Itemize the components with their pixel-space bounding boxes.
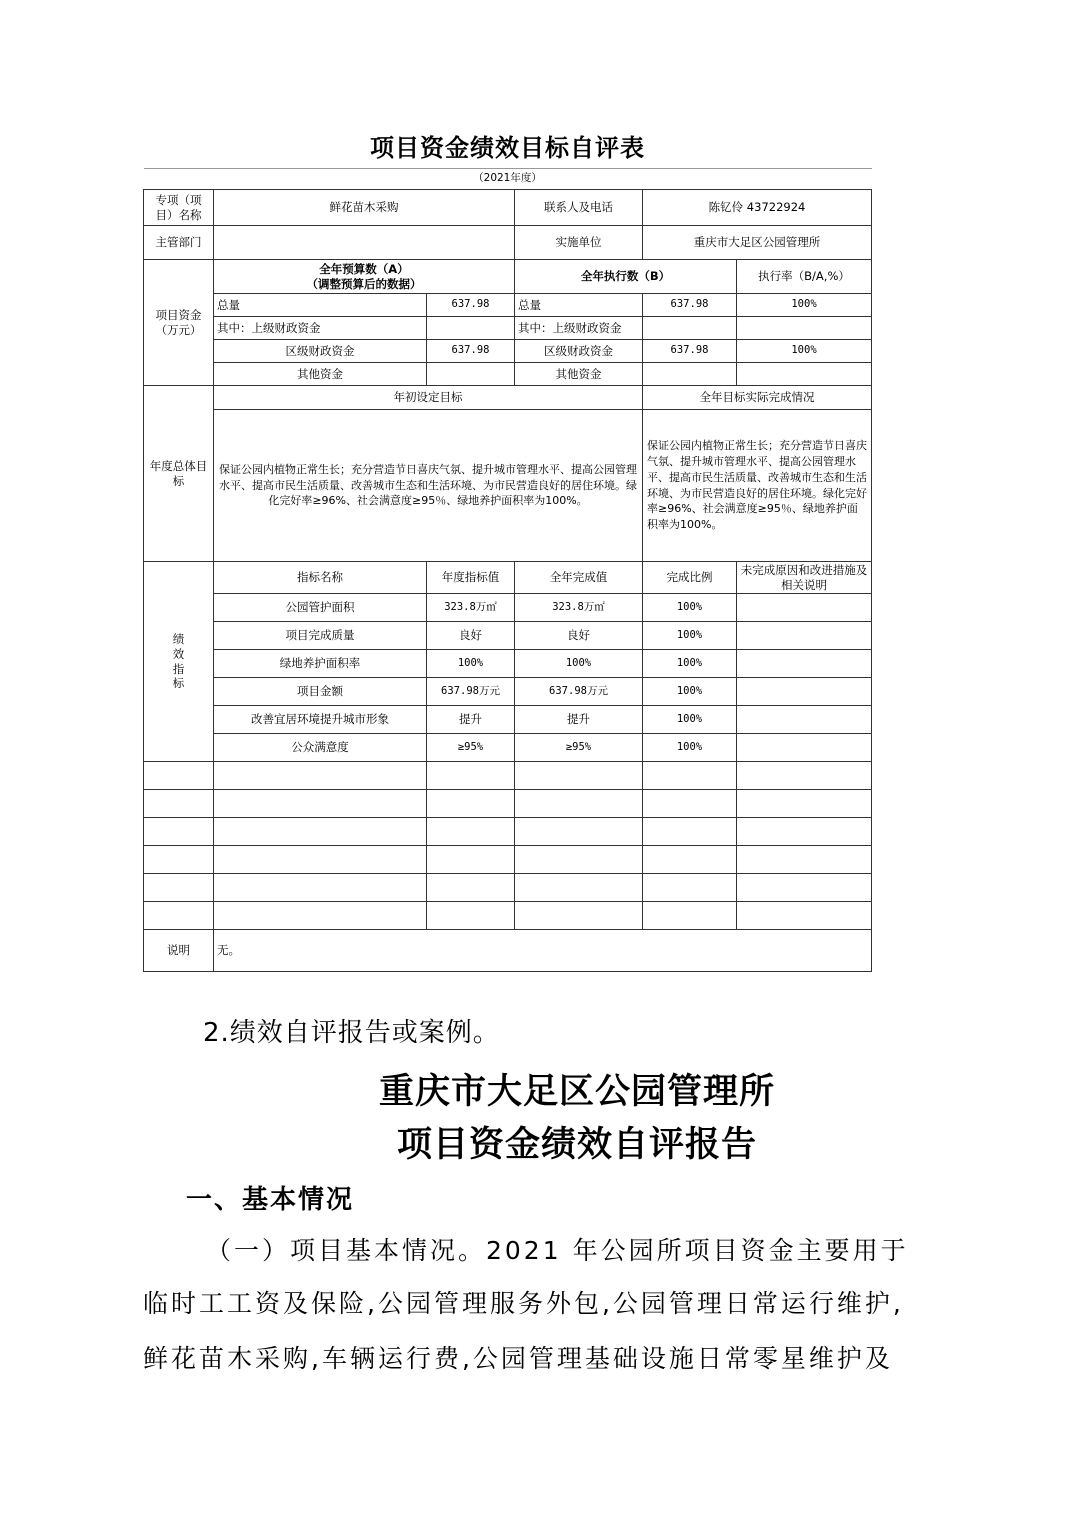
indicator-header: 年度指标值 xyxy=(427,562,515,594)
indicator-target: 637.98万元 xyxy=(427,678,515,706)
indicator-name: 公众满意度 xyxy=(214,734,427,762)
contact-value: 陈钇伶 43722924 xyxy=(643,190,872,226)
paragraph-line: （一）项目基本情况。2021 年公园所项目资金主要用于 xyxy=(206,1236,909,1265)
impl-unit-value: 重庆市大足区公园管理所 xyxy=(643,226,872,260)
note-label: 说明 xyxy=(144,930,214,972)
indicator-ratio: 100% xyxy=(643,594,737,622)
empty-row xyxy=(144,902,872,930)
indicator-actual: 100% xyxy=(515,650,643,678)
fund-row-label-a: 总量 xyxy=(214,294,427,317)
dept-label: 主管部门 xyxy=(144,226,214,260)
rate-header: 执行率（B/A,%） xyxy=(737,260,872,294)
indicator-note xyxy=(737,678,872,706)
empty-row xyxy=(144,762,872,790)
fund-row-a xyxy=(427,317,515,340)
indicator-note xyxy=(737,594,872,622)
fund-row-label-a: 其他资金 xyxy=(214,363,427,386)
fund-row-a xyxy=(427,363,515,386)
evaluation-form xyxy=(143,128,871,972)
indicator-ratio: 100% xyxy=(643,706,737,734)
actual-goal-text: 保证公园内植物正常生长；充分营造节日喜庆气氛、提升城市管理水平、提高公园管理水平、提高市民生活质量、改善城市生态和生活环境、为市民营造良好的居住环境。绿化完好率≥96%、社会满意度≥95％、绿地养护面积率为100%。 xyxy=(643,410,872,562)
budget-header-line1: 全年预算数（A） xyxy=(319,262,409,277)
fund-row-label-b: 其他资金 xyxy=(515,363,643,386)
note-value: 无。 xyxy=(214,930,872,972)
project-name-label: 专项（项目）名称 xyxy=(144,190,214,226)
indicator-name: 绿地养护面积率 xyxy=(214,650,427,678)
project-name-value: 鲜花苗木采购 xyxy=(214,190,515,226)
section-heading: 2.绩效自评报告或案例。 xyxy=(203,1018,500,1048)
fund-row-rate xyxy=(737,363,872,386)
indicator-header: 完成比例 xyxy=(643,562,737,594)
indicator-actual: 提升 xyxy=(515,706,643,734)
indicator-name: 项目金额 xyxy=(214,678,427,706)
report-title-line1: 重庆市大足区公园管理所 xyxy=(378,1071,775,1112)
fund-row-a: 637.98 xyxy=(427,340,515,363)
indicator-note xyxy=(737,650,872,678)
indicator-ratio: 100% xyxy=(643,678,737,706)
contact-label: 联系人及电话 xyxy=(515,190,643,226)
indicator-target: 提升 xyxy=(427,706,515,734)
indicators-label xyxy=(144,562,214,762)
indicator-target: 良好 xyxy=(427,622,515,650)
paragraph-line: 临时工工资及保险,公园管理服务外包,公园管理日常运行维护, xyxy=(143,1289,904,1318)
report-title-line2: 项目资金绩效自评报告 xyxy=(396,1124,757,1165)
indicator-target: 323.8万㎡ xyxy=(427,594,515,622)
part-heading: 一、基本情况 xyxy=(186,1185,355,1215)
fund-row-b xyxy=(643,363,737,386)
evaluation-table xyxy=(143,128,872,972)
indicator-header: 全年完成值 xyxy=(515,562,643,594)
goals-label: 年度总体目标 xyxy=(144,386,214,562)
indicator-name: 项目完成质量 xyxy=(214,622,427,650)
indicator-note xyxy=(737,622,872,650)
fund-row-label-a: 其中：上级财政资金 xyxy=(214,317,427,340)
fund-row-rate: 100% xyxy=(737,340,872,363)
fund-row-rate xyxy=(737,317,872,340)
empty-row xyxy=(144,874,872,902)
empty-row xyxy=(144,790,872,818)
indicator-ratio: 100% xyxy=(643,650,737,678)
fund-row-b: 637.98 xyxy=(643,340,737,363)
indicator-name: 公园管护面积 xyxy=(214,594,427,622)
indicator-actual: 良好 xyxy=(515,622,643,650)
paragraph-line: 鲜花苗木采购,车辆运行费,公园管理基础设施日常零星维护及 xyxy=(143,1344,893,1373)
indicator-actual: ≥95% xyxy=(515,734,643,762)
indicator-actual: 637.98万元 xyxy=(515,678,643,706)
indicators-label-text: 绩效指标 xyxy=(172,631,185,691)
fund-row-label-b: 总量 xyxy=(515,294,643,317)
empty-row xyxy=(144,818,872,846)
fund-row-label-b: 其中：上级财政资金 xyxy=(515,317,643,340)
planned-goal-text: 保证公园内植物正常生长；充分营造节日喜庆气氛、提升城市管理水平、提高公园管理水平、提高市民生活质量、改善城市生态和生活环境、为市民营造良好的居住环境。绿化完好率≥96%、社会满意度≥95％、绿地养护面积率为100%。 xyxy=(214,410,643,562)
fund-row-rate: 100% xyxy=(737,294,872,317)
fund-row-a: 637.98 xyxy=(427,294,515,317)
fund-row-label-b: 区级财政资金 xyxy=(515,340,643,363)
indicator-target: ≥95% xyxy=(427,734,515,762)
actual-goal-header: 全年目标实际完成情况 xyxy=(643,386,872,410)
dept-value xyxy=(214,226,515,260)
planned-goal-header: 年初设定目标 xyxy=(214,386,643,410)
indicator-target: 100% xyxy=(427,650,515,678)
empty-row xyxy=(144,846,872,874)
budget-header-line2: （调整预算后的数据） xyxy=(306,276,422,291)
indicator-note xyxy=(737,734,872,762)
form-title: 项目资金绩效目标自评表 xyxy=(144,128,872,169)
fund-row-b xyxy=(643,317,737,340)
form-year: （2021年度） xyxy=(473,172,542,185)
budget-header xyxy=(214,260,515,294)
fund-row-label-a: 区级财政资金 xyxy=(214,340,427,363)
funds-label: 项目资金（万元） xyxy=(144,260,214,386)
fund-row-b: 637.98 xyxy=(643,294,737,317)
exec-header: 全年执行数（B） xyxy=(515,260,737,294)
indicator-header: 未完成原因和改进措施及相关说明 xyxy=(737,562,872,594)
indicator-name: 改善宜居环境提升城市形象 xyxy=(214,706,427,734)
indicator-note xyxy=(737,706,872,734)
impl-unit-label: 实施单位 xyxy=(515,226,643,260)
indicator-ratio: 100% xyxy=(643,622,737,650)
indicator-ratio: 100% xyxy=(643,734,737,762)
indicator-header: 指标名称 xyxy=(214,562,427,594)
indicator-actual: 323.8万㎡ xyxy=(515,594,643,622)
